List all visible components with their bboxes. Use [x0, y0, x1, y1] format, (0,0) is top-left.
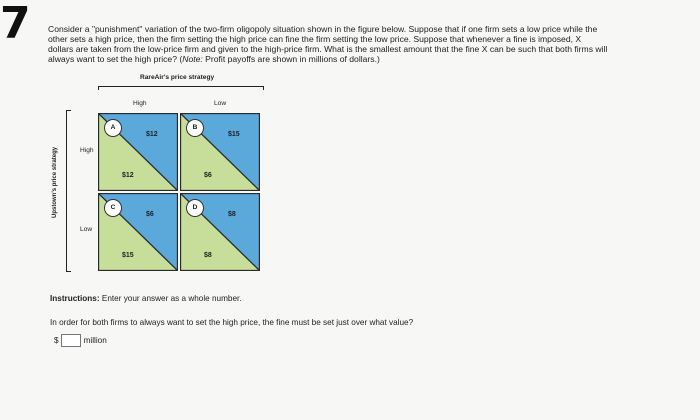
cell-d-rareair-payoff: $8 [228, 211, 236, 218]
currency-prefix: $ [54, 336, 59, 345]
row-player-label: Upstown's price strategy [52, 146, 58, 218]
row-label-high: High [80, 147, 94, 154]
cell-a-rareair-payoff: $12 [146, 131, 158, 138]
question-number: 7 [0, 0, 31, 49]
column-label-high: High [133, 100, 147, 107]
row-label-low: Low [80, 226, 93, 233]
instructions-label: Instructions: [50, 294, 100, 303]
row-bracket [66, 110, 71, 272]
unit-suffix: million [83, 336, 107, 345]
note-text: Profit payoffs are shown in millions of dollars.) [202, 54, 380, 64]
cell-b [180, 113, 260, 191]
question-body: Consider a "punishment" variation of the two-firm oligopoly situation shown in the figure below. Suppose that if one firm sets a low price while the other sets a high price, then the firm setting the high price can fine the firm setting the low price. Suppose that whenever a fine is imposed, X dollars are taken from the low-price firm and given to the high-price firm. What is the smallest amount that the fine X can be such that both firms will always want to set the high price? ( [48, 24, 608, 64]
cell-b-label: B [186, 119, 204, 137]
answer-input[interactable] [61, 334, 81, 347]
note-label: Note: [182, 54, 203, 64]
cell-a-label: A [104, 119, 122, 137]
answer-prompt: In order for both firms to always want to set the high price, the fine must be set just over what value? [50, 318, 414, 327]
cell-a-upstown-payoff: $12 [122, 172, 134, 179]
payoff-matrix [98, 113, 262, 273]
cell-d-upstown-payoff: $8 [204, 252, 212, 259]
column-bracket [98, 86, 264, 90]
instructions-text: Enter your answer as a whole number. [99, 294, 242, 303]
cell-c-upstown-payoff: $15 [122, 252, 134, 259]
column-player-label: RareAir's price strategy [140, 74, 215, 81]
cell-b-rareair-payoff: $15 [228, 131, 240, 138]
column-label-low: Low [214, 100, 227, 107]
cell-d [180, 193, 260, 271]
cell-d-label: D [186, 199, 204, 217]
cell-c-rareair-payoff: $6 [146, 211, 154, 218]
cell-c-label: C [104, 199, 122, 217]
cell-a [98, 113, 178, 191]
instructions [50, 294, 242, 303]
question-text [48, 24, 608, 64]
cell-b-upstown-payoff: $6 [204, 172, 212, 179]
answer-row [54, 334, 107, 347]
cell-c [98, 193, 178, 271]
